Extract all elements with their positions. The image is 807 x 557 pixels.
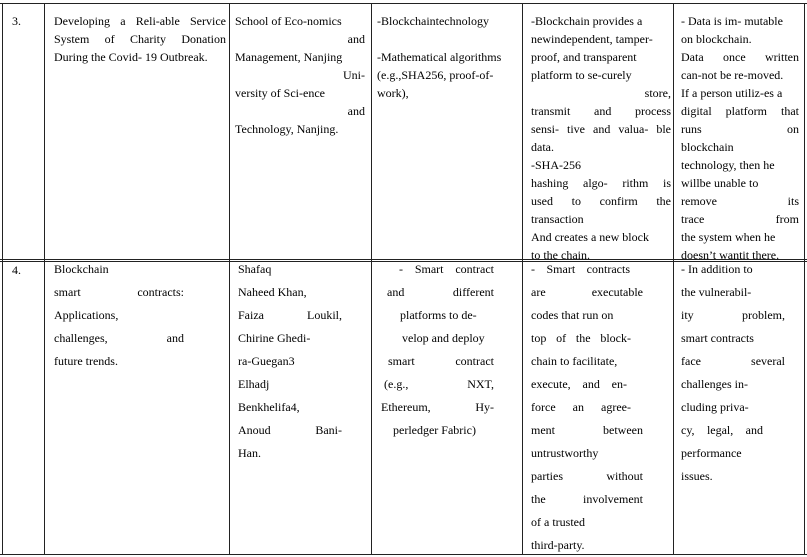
notes: - In addition to the vulnerabil- ity problem, smart contracts face several challenges in- cluding priva- cy, legal, and performance issues. [681,262,785,483]
description: - Smart contracts are executable codes that run on top of the block- chain to facilitate, execute, and en- force an agree- ment between untrustworthy parties without the involvement of a trusted third-party. [531,262,643,552]
description: -Blockchain provides a newindependent, tamper- proof, and transparent platform to se-curely store, transmit and process sensi- tive and valua- ble data. -SHA-256 hashing algo- rithm is used to confirm the transaction And creates a new block to the chain. [531,14,671,262]
table-border-top [0,3,807,4]
author-affiliation: School of Eco-nomics and Management, Nanjing Uni- versity of Sci-ence and Technology, Nanjing. [235,14,365,136]
table-border-bottom [0,554,807,555]
table-border-right [804,3,805,555]
column-divider [2,3,3,555]
paper-title: Blockchain smart contracts: Applications, challenges, and future trends. [54,262,184,368]
paper-title: Developing a Reli-able Service System of Charity Donation During the Covid- 19 Outbreak. [54,14,226,64]
column-divider [522,3,523,555]
technology-used: - Smart contract and different platforms to de- velop and deploy smart contract (e.g., NXT, Ethereum, Hy- perledger Fabric) [381,262,494,437]
row-number: 4. [12,263,21,277]
column-divider [371,3,372,555]
column-divider [673,3,674,555]
notes: - Data is im- mutable on blockchain. Data once written can-not be re-moved. If a person utiliz-es a digital platform that runs on blockchain technology, then he willbe unable to remove its trace from the system when he doesn’t wantit there. [681,14,799,262]
author-names: Shafaq Naheed Khan, Faiza Loukil, Chirine Ghedi- ra-Guegan3 Elhadj Benkhelifa4, Anoud Bani- Han. [238,262,342,460]
technology-used: -Blockchaintechnology -Mathematical algorithms (e.g.,SHA256, proof-of- work), [377,14,502,100]
column-divider [229,3,230,555]
row-number: 3. [12,14,21,28]
column-divider [44,3,45,555]
